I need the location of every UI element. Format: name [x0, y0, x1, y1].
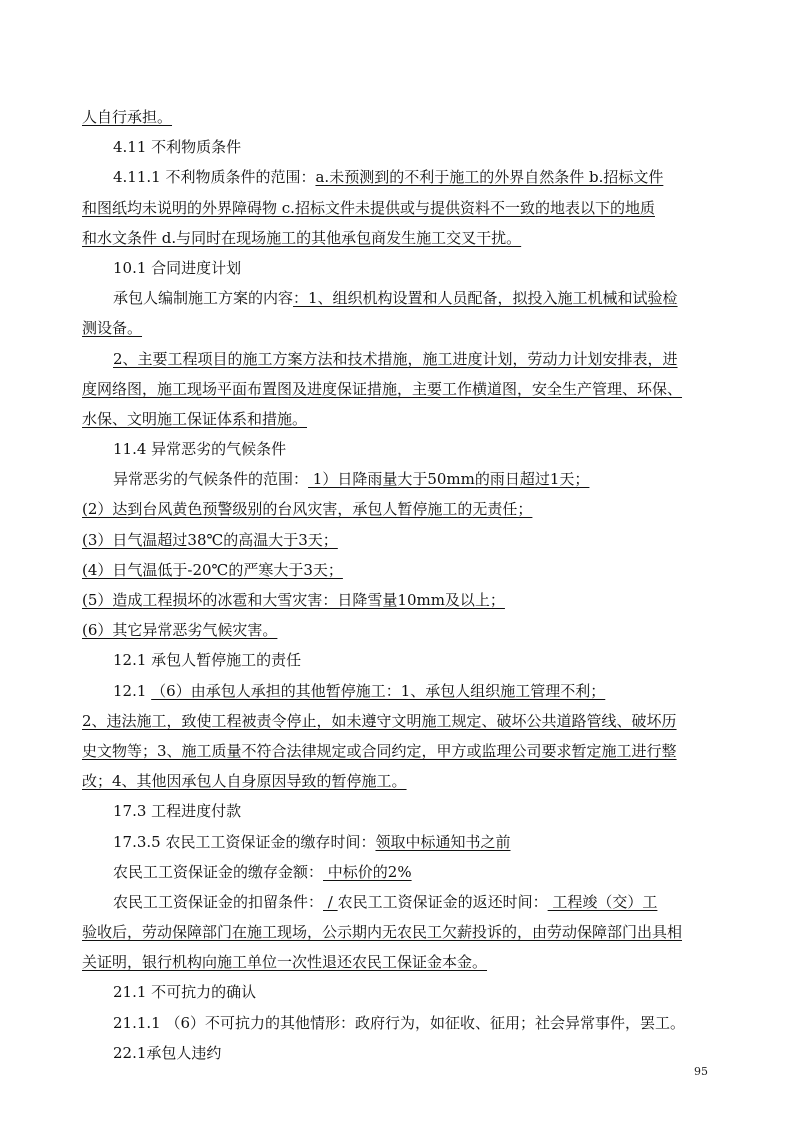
underlined-text: 2、主要工程项目的施工方案方法和技术措施，施工进度计划，劳动力计划安排表，进 — [113, 349, 678, 368]
underlined-text: 1）日降雨量大于50mm的雨日超过1天； — [308, 470, 590, 489]
underlined-text: 和水文条件 d.与同时在现场施工的其他承包商发生施工交叉干扰。 — [82, 228, 522, 247]
text-segment: 17.3 工程进度付款 — [113, 802, 242, 821]
underlined-text: (6）其它异常恶劣气候灾害。 — [82, 621, 278, 640]
text-line — [82, 223, 714, 253]
underlined-text: 度网络图，施工现场平面布置图及进度保证措施，主要工作横道图，安全生产管理、环保、 — [82, 379, 683, 398]
underlined-text: a.未预测到的不利于施工的外界自然条件 b.招标文件 — [315, 168, 664, 187]
text-line — [82, 706, 714, 736]
underlined-text: 测设备。 — [82, 319, 143, 338]
underlined-text: / — [323, 892, 338, 911]
underlined-text: (4）日气温低于-20℃的严寒大于3天； — [82, 560, 343, 579]
text-segment: 12.1 — [113, 681, 152, 700]
text-line — [82, 947, 714, 977]
underlined-text: ：1、组织机构设置和人员配备，拟投入施工机械和试验检 — [293, 289, 678, 308]
underlined-text: (2）达到台风黄色预警级别的台风灾害，承包人暂停施工的无责任； — [82, 500, 533, 519]
text-line — [82, 736, 714, 766]
text-line — [82, 887, 714, 917]
underlined-text: 关证明，银行机构向施工单位一次性退还农民工保证金本金。 — [82, 953, 488, 972]
text-line — [82, 313, 714, 343]
document-body — [82, 102, 714, 1068]
text-line — [82, 827, 714, 857]
text-segment: 4.11.1 不利物质条件的范围： — [113, 168, 316, 187]
text-line — [82, 917, 714, 947]
text-line — [82, 193, 714, 223]
text-segment: 异常恶劣的气候条件的范围： — [113, 470, 309, 489]
text-segment: 农民工工资保证金的缴存金额： — [113, 862, 324, 881]
text-segment: 21.1.1 （6）不可抗力的其他情形：政府行为，如征收、征用；社会异常事件，罢工。 — [113, 1013, 686, 1032]
text-segment: 农民工工资保证金的扣留条件： — [113, 892, 324, 911]
underlined-text: 工程竣（交）工 — [547, 892, 658, 911]
underlined-text: 2、违法施工，致使工程被责令停止，如未遵守文明施工规定、破坏公共道路管线、破坏历 — [82, 711, 677, 730]
text-segment: 21.1 不可抗力的确认 — [113, 983, 257, 1002]
underlined-text: 人自行承担。 — [82, 108, 173, 126]
text-line — [82, 676, 714, 706]
underlined-text: 中标价的2% — [323, 862, 412, 881]
text-line — [82, 1038, 714, 1068]
text-segment: 17.3.5 农民工工资保证金的缴存时间： — [113, 832, 376, 851]
underlined-text: 验收后，劳动保障部门在施工现场，公示期内无农民工欠薪投诉的，由劳动保障部门出具相 — [82, 923, 683, 942]
text-segment: 农民工工资保证金的返还时间： — [337, 892, 548, 911]
page-number: 95 — [694, 1065, 708, 1078]
text-line — [82, 977, 714, 1007]
text-segment: 4.11 不利物质条件 — [113, 138, 242, 157]
text-segment: 11.4 异常恶劣的气候条件 — [113, 440, 287, 459]
text-line — [82, 857, 714, 887]
underlined-text: 领取中标通知书之前 — [375, 832, 511, 851]
text-line — [82, 555, 714, 585]
text-line — [82, 253, 714, 283]
underlined-text: 史文物等；3、施工质量不符合法律规定或合同约定，甲方或监理公司要求暂定施工进行整 — [82, 741, 677, 760]
text-line — [82, 344, 714, 374]
underlined-text: 水保、文明施工保证体系和措施。 — [82, 409, 308, 428]
text-line — [82, 585, 714, 615]
text-line — [82, 766, 714, 796]
underlined-text: (3）日气温超过38℃的高温大于3天； — [82, 530, 338, 549]
text-segment: 22.1承包人违约 — [113, 1043, 222, 1062]
underlined-text: (5）造成工程损坏的冰雹和大雪灾害：日降雪量10mm及以上； — [82, 591, 505, 609]
text-segment: 10.1 合同进度计划 — [113, 258, 242, 277]
text-line — [82, 404, 714, 434]
text-segment: 承包人编制施工方案的内容 — [113, 289, 294, 308]
text-line — [82, 464, 714, 494]
text-line — [82, 102, 714, 132]
text-line — [82, 283, 714, 313]
text-line — [82, 1008, 714, 1038]
text-line — [82, 434, 714, 464]
underlined-text: 和图纸均未说明的外界障碍物 c.招标文件未提供或与提供资料不一致的地表以下的地质 — [82, 198, 655, 217]
text-segment: 12.1 承包人暂停施工的责任 — [113, 651, 302, 670]
underlined-text: 改；4、其他因承包人自身原因导致的暂停施工。 — [82, 772, 407, 791]
text-line — [82, 162, 714, 192]
text-line — [82, 645, 714, 675]
underlined-text: （6）由承包人承担的其他暂停施工：1、承包人组织施工管理不利； — [151, 681, 606, 700]
text-line — [82, 796, 714, 826]
text-line — [82, 494, 714, 524]
text-line — [82, 615, 714, 645]
text-line — [82, 525, 714, 555]
text-line — [82, 132, 714, 162]
text-line — [82, 374, 714, 404]
